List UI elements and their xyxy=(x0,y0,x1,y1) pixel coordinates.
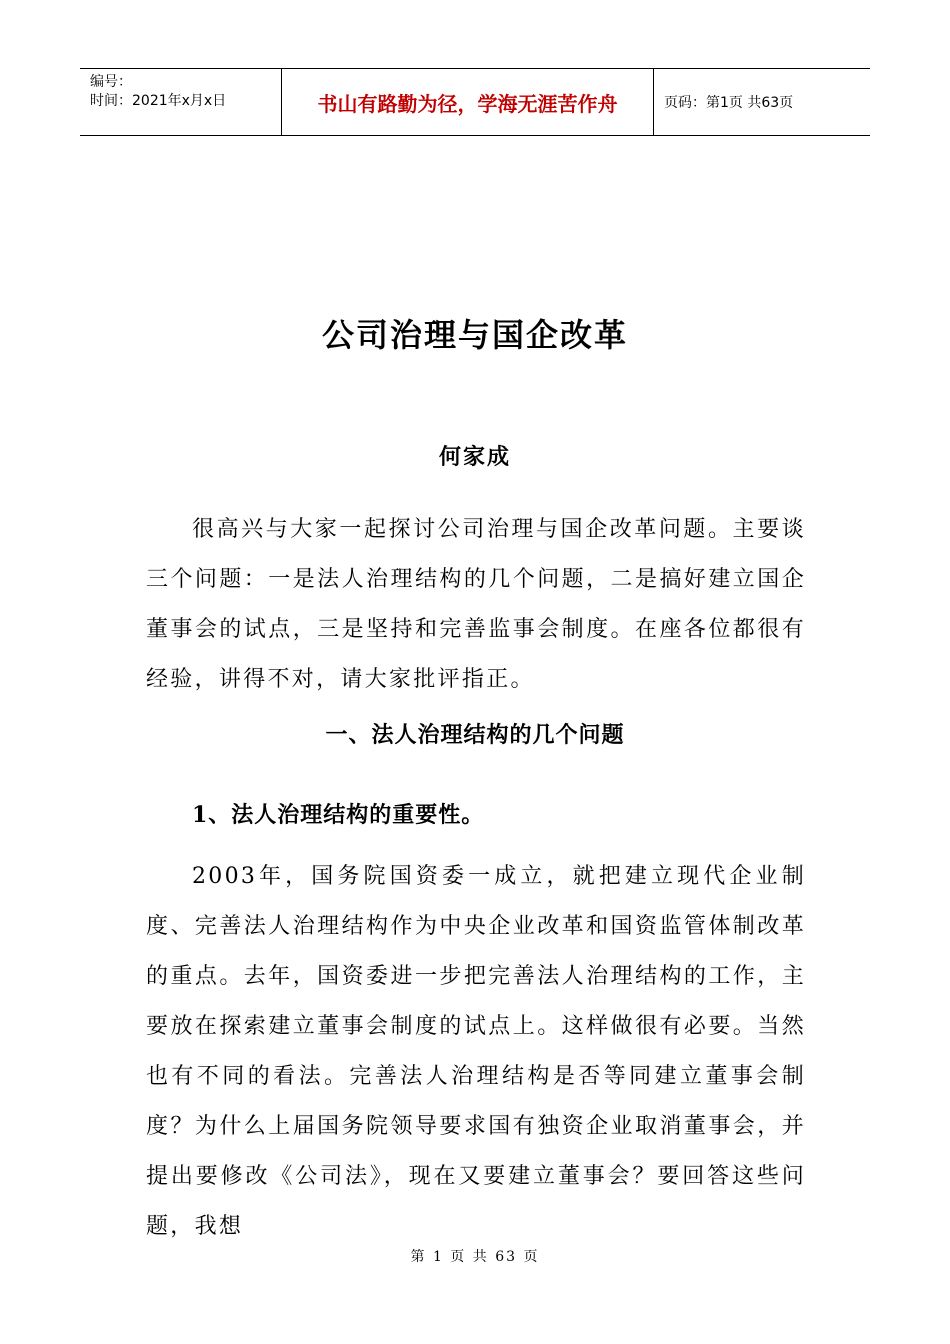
page-footer: 第 1 页 共 63 页 xyxy=(410,1249,540,1265)
header-meta xyxy=(80,69,282,135)
header-date-label: 时间：2021年x月x日 xyxy=(90,93,227,109)
body-paragraph: 2003年，国务院国资委一成立，就把建立现代企业制度、完善法人治理结构作为中央企业改革和国资监管体制改革的重点。去年，国资委进一步把完善法人治理结构的工作，主要放在探索建立董事会制度的试点上。这样做很有必要。当然也有不同的看法。完善法人治理结构是否等同建立董事会制度？为什么上届国务院领导要求国有独资企业取消董事会，并提出要修改《公司法》，现在又要建立董事会？要回答这些问题，我想 xyxy=(146,864,806,1239)
header-motto: 书山有路勤为径，学海无涯苦作舟 xyxy=(282,69,654,135)
document-title: 公司治理与国企改革 xyxy=(321,316,628,354)
header-number-label: 编号： xyxy=(90,74,132,90)
subsection-heading: 1、法人治理结构的重要性。 xyxy=(192,802,485,828)
intro-paragraph: 很高兴与大家一起探讨公司治理与国企改革问题。主要谈三个问题：一是法人治理结构的几个问题，二是搞好建立国企董事会的试点，三是坚持和完善监事会制度。在座各位都很有经验，讲得不对，请大家批评指正。 xyxy=(146,517,806,692)
page-header xyxy=(80,68,870,136)
section-heading: 一、法人治理结构的几个问题 xyxy=(325,723,625,748)
header-page-info: 页码：第1页 共63页 xyxy=(664,95,794,111)
document-author: 何家成 xyxy=(438,444,511,470)
